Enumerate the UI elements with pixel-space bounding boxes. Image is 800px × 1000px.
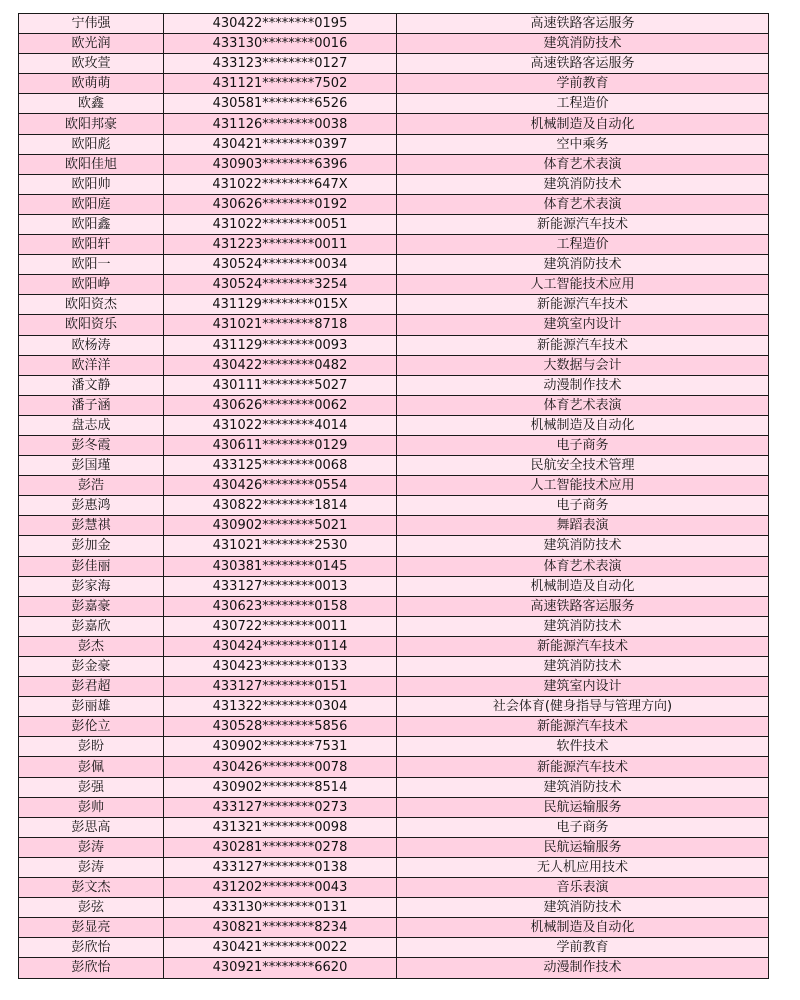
id-number-cell: 431021********8718 <box>164 315 397 335</box>
id-number-cell: 430921********6620 <box>164 958 397 978</box>
table-row <box>19 456 769 476</box>
id-number-cell: 431129********0093 <box>164 335 397 355</box>
table-row <box>19 134 769 154</box>
id-number-cell: 431321********0098 <box>164 817 397 837</box>
major-cell: 高速铁路客运服务 <box>397 54 769 74</box>
table-row <box>19 235 769 255</box>
major-cell: 新能源汽车技术 <box>397 717 769 737</box>
student-name-cell: 欧阳资乐 <box>19 315 164 335</box>
major-cell: 学前教育 <box>397 938 769 958</box>
student-name-cell: 彭欣怡 <box>19 958 164 978</box>
id-number-cell: 430524********3254 <box>164 275 397 295</box>
table-row <box>19 777 769 797</box>
student-name-cell: 彭金豪 <box>19 657 164 677</box>
id-number-cell: 431126********0038 <box>164 114 397 134</box>
major-cell: 机械制造及自动化 <box>397 576 769 596</box>
id-number-cell: 430426********0554 <box>164 476 397 496</box>
id-number-cell: 430111********5027 <box>164 375 397 395</box>
student-name-cell: 欧杨涛 <box>19 335 164 355</box>
table-row <box>19 214 769 234</box>
id-number-cell: 433127********0138 <box>164 857 397 877</box>
major-cell: 工程造价 <box>397 94 769 114</box>
student-name-cell: 欧萌萌 <box>19 74 164 94</box>
student-name-cell: 彭伦立 <box>19 717 164 737</box>
major-cell: 软件技术 <box>397 737 769 757</box>
major-cell: 电子商务 <box>397 817 769 837</box>
major-cell: 建筑消防技术 <box>397 536 769 556</box>
table-row <box>19 255 769 275</box>
id-number-cell: 431022********4014 <box>164 415 397 435</box>
table-row <box>19 958 769 978</box>
student-name-cell: 彭思高 <box>19 817 164 837</box>
student-name-cell: 彭强 <box>19 777 164 797</box>
student-name-cell: 彭杰 <box>19 636 164 656</box>
student-name-cell: 彭嘉豪 <box>19 596 164 616</box>
table-row <box>19 536 769 556</box>
major-cell: 机械制造及自动化 <box>397 114 769 134</box>
id-number-cell: 431022********647X <box>164 174 397 194</box>
table-row <box>19 395 769 415</box>
id-number-cell: 430381********0145 <box>164 556 397 576</box>
id-number-cell: 431129********015X <box>164 295 397 315</box>
student-name-cell: 彭君超 <box>19 677 164 697</box>
id-number-cell: 431121********7502 <box>164 74 397 94</box>
major-cell: 民航运输服务 <box>397 837 769 857</box>
id-number-cell: 431202********0043 <box>164 878 397 898</box>
id-number-cell: 433127********0151 <box>164 677 397 697</box>
table-row <box>19 576 769 596</box>
major-cell: 建筑室内设计 <box>397 315 769 335</box>
student-name-cell: 欧洋洋 <box>19 355 164 375</box>
table-row <box>19 375 769 395</box>
major-cell: 体育艺术表演 <box>397 395 769 415</box>
table-row <box>19 817 769 837</box>
student-name-cell: 欧阳轩 <box>19 235 164 255</box>
student-name-cell: 彭惠鸿 <box>19 496 164 516</box>
table-row <box>19 34 769 54</box>
major-cell: 高速铁路客运服务 <box>397 14 769 34</box>
major-cell: 社会体育(健身指导与管理方向) <box>397 697 769 717</box>
id-number-cell: 430426********0078 <box>164 757 397 777</box>
id-number-cell: 433127********0013 <box>164 576 397 596</box>
table-row <box>19 154 769 174</box>
student-name-cell: 彭国瑾 <box>19 456 164 476</box>
table-row <box>19 636 769 656</box>
table-row <box>19 616 769 636</box>
student-name-cell: 欧阳资杰 <box>19 295 164 315</box>
major-cell: 新能源汽车技术 <box>397 335 769 355</box>
major-cell: 体育艺术表演 <box>397 154 769 174</box>
id-number-cell: 431022********0051 <box>164 214 397 234</box>
major-cell: 动漫制作技术 <box>397 375 769 395</box>
major-cell: 学前教育 <box>397 74 769 94</box>
major-cell: 人工智能技术应用 <box>397 275 769 295</box>
student-name-cell: 彭涛 <box>19 837 164 857</box>
student-name-cell: 欧鑫 <box>19 94 164 114</box>
major-cell: 建筑消防技术 <box>397 898 769 918</box>
id-number-cell: 430821********8234 <box>164 918 397 938</box>
table-row <box>19 315 769 335</box>
major-cell: 机械制造及自动化 <box>397 918 769 938</box>
student-name-cell: 彭佩 <box>19 757 164 777</box>
major-cell: 建筑消防技术 <box>397 255 769 275</box>
major-cell: 无人机应用技术 <box>397 857 769 877</box>
table-row <box>19 596 769 616</box>
id-number-cell: 430903********6396 <box>164 154 397 174</box>
table-row <box>19 697 769 717</box>
student-name-cell: 彭弦 <box>19 898 164 918</box>
student-name-cell: 彭家海 <box>19 576 164 596</box>
table-row <box>19 14 769 34</box>
major-cell: 电子商务 <box>397 435 769 455</box>
id-number-cell: 430902********8514 <box>164 777 397 797</box>
major-cell: 民航安全技术管理 <box>397 456 769 476</box>
major-cell: 建筑消防技术 <box>397 616 769 636</box>
major-cell: 电子商务 <box>397 496 769 516</box>
table-row <box>19 295 769 315</box>
id-number-cell: 430626********0062 <box>164 395 397 415</box>
student-name-cell: 彭慧祺 <box>19 516 164 536</box>
table-row <box>19 335 769 355</box>
major-cell: 建筑消防技术 <box>397 657 769 677</box>
id-number-cell: 430524********0034 <box>164 255 397 275</box>
table-row <box>19 837 769 857</box>
id-number-cell: 431223********0011 <box>164 235 397 255</box>
table-row <box>19 898 769 918</box>
id-number-cell: 431322********0304 <box>164 697 397 717</box>
major-cell: 建筑室内设计 <box>397 677 769 697</box>
student-name-cell: 彭帅 <box>19 797 164 817</box>
student-name-cell: 彭嘉欣 <box>19 616 164 636</box>
table-row <box>19 516 769 536</box>
student-name-cell: 彭涛 <box>19 857 164 877</box>
student-name-cell: 潘文静 <box>19 375 164 395</box>
id-number-cell: 431021********2530 <box>164 536 397 556</box>
table-row <box>19 878 769 898</box>
id-number-cell: 430902********5021 <box>164 516 397 536</box>
table-row <box>19 556 769 576</box>
student-name-cell: 宁伟强 <box>19 14 164 34</box>
student-name-cell: 欧阳彪 <box>19 134 164 154</box>
student-name-cell: 潘子涵 <box>19 395 164 415</box>
id-number-cell: 430422********0195 <box>164 14 397 34</box>
major-cell: 工程造价 <box>397 235 769 255</box>
student-name-cell: 彭佳丽 <box>19 556 164 576</box>
table-row <box>19 657 769 677</box>
table-row <box>19 275 769 295</box>
id-number-cell: 430422********0482 <box>164 355 397 375</box>
table-row <box>19 677 769 697</box>
student-name-cell: 欧阳鑫 <box>19 214 164 234</box>
student-name-cell: 彭盼 <box>19 737 164 757</box>
id-number-cell: 430722********0011 <box>164 616 397 636</box>
table-row <box>19 74 769 94</box>
student-name-cell: 彭冬霞 <box>19 435 164 455</box>
id-number-cell: 430623********0158 <box>164 596 397 616</box>
id-number-cell: 433130********0131 <box>164 898 397 918</box>
major-cell: 建筑消防技术 <box>397 174 769 194</box>
table-row <box>19 938 769 958</box>
major-cell: 新能源汽车技术 <box>397 757 769 777</box>
id-number-cell: 433127********0273 <box>164 797 397 817</box>
major-cell: 人工智能技术应用 <box>397 476 769 496</box>
student-name-cell: 欧阳邦豪 <box>19 114 164 134</box>
major-cell: 新能源汽车技术 <box>397 295 769 315</box>
table-row <box>19 435 769 455</box>
table-row <box>19 717 769 737</box>
major-cell: 建筑消防技术 <box>397 777 769 797</box>
student-name-cell: 彭显亮 <box>19 918 164 938</box>
table-row <box>19 737 769 757</box>
student-name-cell: 欧阳佳旭 <box>19 154 164 174</box>
id-number-cell: 430902********7531 <box>164 737 397 757</box>
student-name-cell: 欧阳峥 <box>19 275 164 295</box>
major-cell: 空中乘务 <box>397 134 769 154</box>
major-cell: 动漫制作技术 <box>397 958 769 978</box>
id-number-cell: 430822********1814 <box>164 496 397 516</box>
id-number-cell: 430528********5856 <box>164 717 397 737</box>
table-row <box>19 194 769 214</box>
table-row <box>19 476 769 496</box>
id-number-cell: 430423********0133 <box>164 657 397 677</box>
table-row <box>19 757 769 777</box>
table-row <box>19 918 769 938</box>
table-row <box>19 797 769 817</box>
table-row <box>19 496 769 516</box>
id-number-cell: 430281********0278 <box>164 837 397 857</box>
table-row <box>19 174 769 194</box>
id-number-cell: 430581********6526 <box>164 94 397 114</box>
roster-body <box>19 14 769 979</box>
major-cell: 新能源汽车技术 <box>397 214 769 234</box>
major-cell: 舞蹈表演 <box>397 516 769 536</box>
student-name-cell: 彭欣怡 <box>19 938 164 958</box>
id-number-cell: 433130********0016 <box>164 34 397 54</box>
id-number-cell: 430421********0397 <box>164 134 397 154</box>
table-row <box>19 857 769 877</box>
major-cell: 高速铁路客运服务 <box>397 596 769 616</box>
major-cell: 大数据与会计 <box>397 355 769 375</box>
id-number-cell: 430421********0022 <box>164 938 397 958</box>
id-number-cell: 430611********0129 <box>164 435 397 455</box>
student-name-cell: 欧玫萱 <box>19 54 164 74</box>
student-name-cell: 彭丽雄 <box>19 697 164 717</box>
table-row <box>19 54 769 74</box>
id-number-cell: 430424********0114 <box>164 636 397 656</box>
major-cell: 体育艺术表演 <box>397 556 769 576</box>
table-row <box>19 114 769 134</box>
id-number-cell: 433125********0068 <box>164 456 397 476</box>
student-name-cell: 欧阳一 <box>19 255 164 275</box>
student-roster-table <box>18 13 769 979</box>
table-row <box>19 94 769 114</box>
student-name-cell: 彭浩 <box>19 476 164 496</box>
student-name-cell: 欧光润 <box>19 34 164 54</box>
student-name-cell: 彭文杰 <box>19 878 164 898</box>
student-name-cell: 盘志成 <box>19 415 164 435</box>
major-cell: 音乐表演 <box>397 878 769 898</box>
major-cell: 建筑消防技术 <box>397 34 769 54</box>
table-row <box>19 415 769 435</box>
student-name-cell: 欧阳帅 <box>19 174 164 194</box>
table-row <box>19 355 769 375</box>
id-number-cell: 430626********0192 <box>164 194 397 214</box>
student-name-cell: 彭加金 <box>19 536 164 556</box>
major-cell: 民航运输服务 <box>397 797 769 817</box>
student-name-cell: 欧阳庭 <box>19 194 164 214</box>
major-cell: 机械制造及自动化 <box>397 415 769 435</box>
major-cell: 新能源汽车技术 <box>397 636 769 656</box>
major-cell: 体育艺术表演 <box>397 194 769 214</box>
id-number-cell: 433123********0127 <box>164 54 397 74</box>
